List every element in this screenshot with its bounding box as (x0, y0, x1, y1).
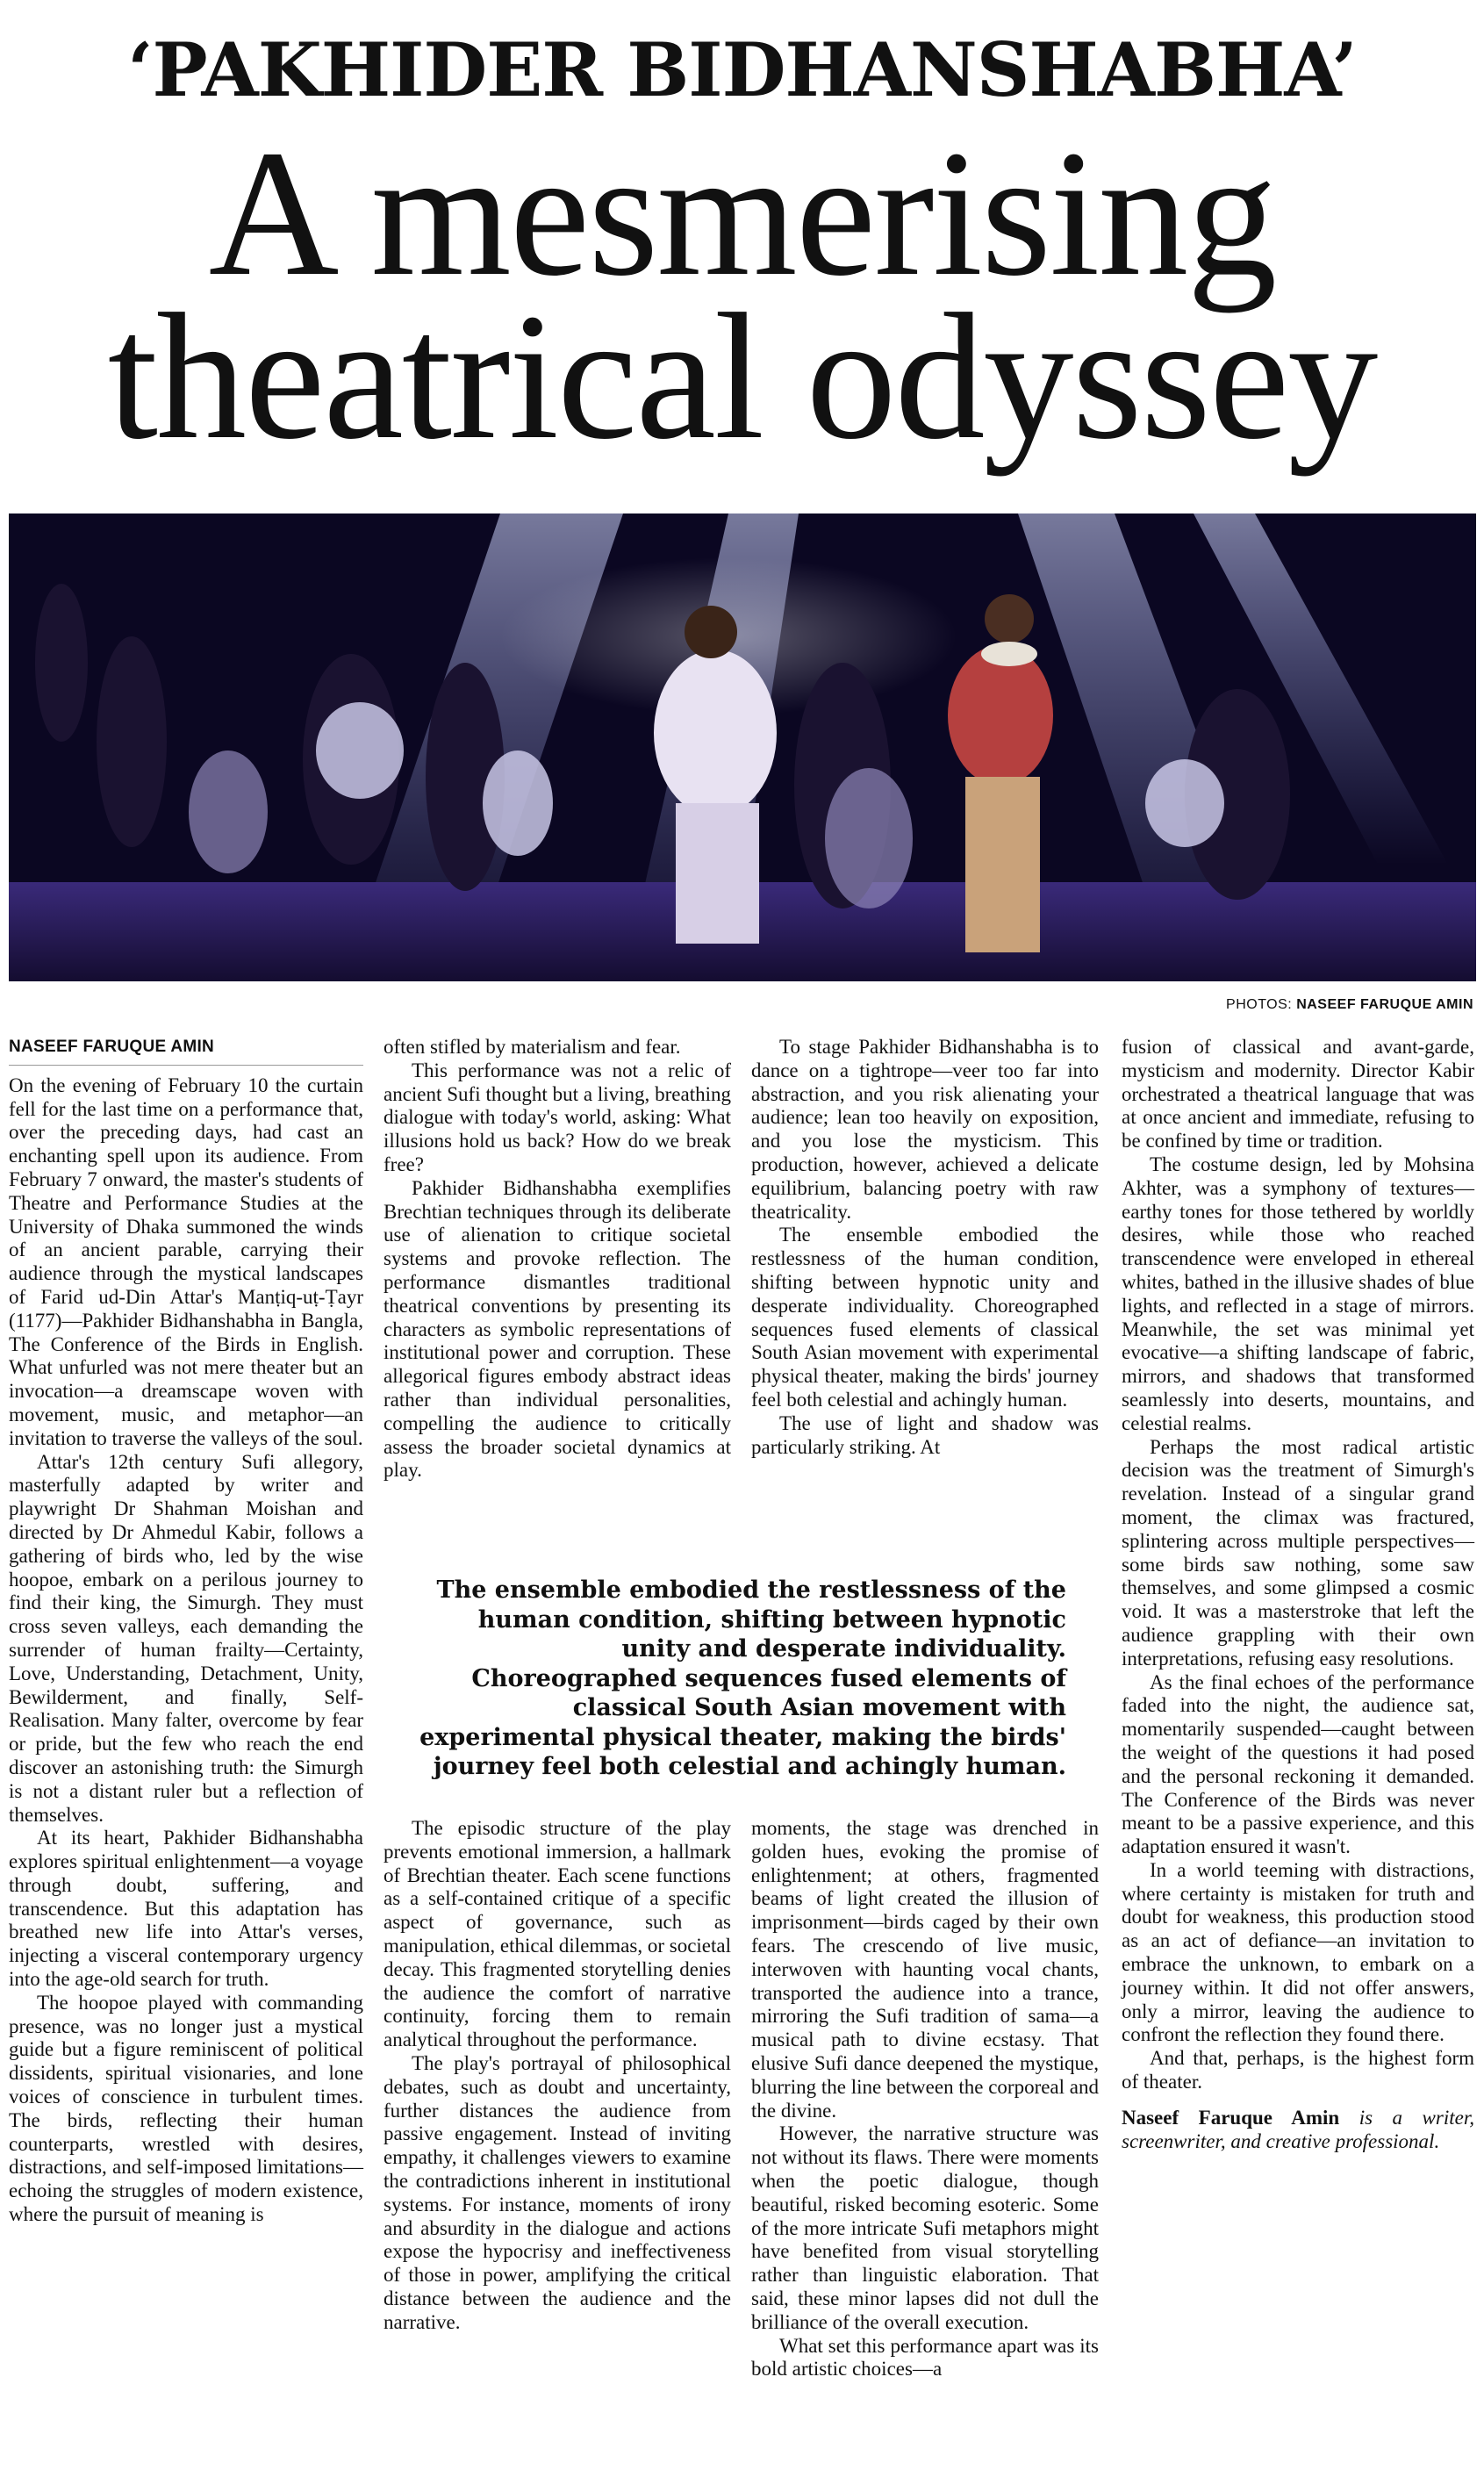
kicker-title: ‘PAKHIDER BIDHANSHABHA’ (127, 26, 1357, 113)
article-paragraph: The episodic structure of the play prevents emotional immersion, a hallmark of Brechtian theater. Each scene functions as a self-contained critique of a specific aspect of governance, such as manipulation, ethical dilemmas, or societal decay. This fragmented storytelling denies the audience the comfort of narrative continuity, forcing them to remain analytical throughout the performance. (384, 1817, 731, 2051)
author-name: Naseef Faruque Amin (1122, 2106, 1340, 2129)
article-paragraph: The play's portrayal of philosophical debates, such as doubt and uncertainty, further distances the audience from passive engagement. Instead of inviting empathy, it challenges viewers to examine the contradictions inherent in institutional systems. For instance, moments of irony and absurdity in the dialogue and actions expose the hypocrisy and ineffectiveness of those in power, amplifying the critical distance between the audience and the narrative. (384, 2051, 731, 2333)
article-paragraph: At its heart, Pakhider Bidhanshabha explores spiritual enlightenment—a voyage through doubt, suffering, and transcendence. But this adaptation has breathed new life into Attar's verses, injecting a visceral contemporary urgency into the age-old search for truth. (9, 1827, 363, 1991)
article-paragraph: However, the narrative structure was not without its flaws. There were moments when the poetic dialogue, though beautiful, risked becoming esoteric. Some of the more intricate Sufi metaphors might have benefited from visual storytelling rather than linguistic elaboration. That said, these minor lapses did not dull the brilliance of the overall execution. (751, 2122, 1099, 2333)
article-paragraph: To stage Pakhider Bidhanshabha is to dance on a tightrope—veer too far into abstraction, and you risk alienating your audience; lean too heavily on exposition, and you lose the mysticism. This production, however, achieved a delicate equilibrium, balancing poetry with raw theatricality. (751, 1036, 1099, 1223)
article-column-3-top (751, 1036, 1099, 1459)
article-paragraph: Attar's 12th century Sufi allegory, masterfully adapted by writer and playwright Dr Shahman Moishan and directed by Dr Ahmedul Kabir, follows a gathering of birds who, led by the wise hoopoe, embark on a perilous journey to find their king, the Simurgh. They must cross seven valleys, each demanding the surrender of human frailty—Certainty, Love, Understanding, Detachment, Unity, Bewilderment, and finally, Self-Realisation. Many falter, overcome by fear or pride, but the few who reach the end discover an astonishing truth: the Simurgh is not a distant ruler but a reflection of themselves. (9, 1450, 363, 1826)
stage-photo-illustration (9, 513, 1476, 981)
article-paragraph: Perhaps the most radical artistic decision was the treatment of Simurgh's revelation. Instead of a singular grand moment, the climax was fractured, splintering across multiple perspectives—some birds saw nothing, some saw themselves, and some glimpsed a cosmic void. It was a masterstroke that left the audience grappling with their own interpretations, refusing easy resolutions. (1122, 1435, 1474, 1670)
headline (0, 112, 1484, 477)
article-column-3-bottom (751, 1817, 1099, 2381)
article-paragraph: The ensemble embodied the restlessness of the human condition, shifting between hypnotic unity and desperate individuality. Choreographed sequences fused elements of classical South Asian movement with experimental physical theater, making the birds' journey feel both celestial and achingly human. (751, 1224, 1099, 1411)
headline-line-1: A mesmerising (208, 112, 1276, 313)
article-column-4 (1122, 1036, 1474, 2153)
article-paragraph: The costume design, led by Mohsina Akhter, was a symphony of textures—earthy tones for those tethered by worldly desires, while those who reached transcendence were enveloped in ethereal whites, bathed in the illusive shades of blue lights, and reflected in a stage of mirrors. Meanwhile, the set was minimal yet evocative—a shifting landscape of fabric, mirrors, and shadows that transformed seamlessly into deserts, mountains, and celestial realms. (1122, 1153, 1474, 1434)
article-paragraph: fusion of classical and avant-garde, mysticism and modernity. Director Kabir orchestrated a theatrical language that was at once ancient and immediate, refusing to be confined by time or tradition. (1122, 1036, 1474, 1153)
article-paragraph: The use of light and shadow was particularly striking. At (751, 1411, 1099, 1458)
photo-credit-name: NASEEF FARUQUE AMIN (1296, 997, 1473, 1012)
byline: NASEEF FARUQUE AMIN (9, 1036, 363, 1066)
article-paragraph: On the evening of February 10 the curtain fell for the last time on a performance that, over the preceding days, had cast an enchanting spell upon its audience. From February 7 onward, the master's students of Theatre and Performance Studies at the University of Dhaka summoned the winds of an ancient parable, carrying their audience through the mystical landscapes of Farid ud-Din Attar's Manṭiq-uṭ-Ṭayr (1177)—Pakhider Bidhanshabha in Bangla, The Conference of the Birds in English. What unfurled was not mere theater but an invocation—a dreamscape woven with movement, music, and metaphor—an invitation to traverse the valleys of the soul. (9, 1074, 363, 1449)
photo-credit (1226, 997, 1473, 1013)
article-paragraph: And that, perhaps, is the highest form of theater. (1122, 2047, 1474, 2093)
article-column-2-bottom (384, 1817, 731, 2335)
author-signoff (1122, 2107, 1474, 2154)
article-paragraph: The hoopoe played with commanding presence, was no longer just a mystical guide but a figure reminiscent of political dissidents, spiritual visionaries, and lone voices of conscience in turbulent times. The birds, reflecting their human counterparts, wrestled with desires, distractions, and self-imposed limitations—echoing the struggles of modern existence, where the pursuit of meaning is (9, 1991, 363, 2226)
article-paragraph: As the final echoes of the performance faded into the night, the audience sat, momentarily suspended—caught between the weight of the questions it had posed and the personal reckoning it demanded. The Conference of the Birds was never meant to be a passive experience, and this adaptation ensured it wasn't. (1122, 1670, 1474, 1858)
article-paragraph: In a world teeming with distractions, where certainty is mistaken for truth and doubt for weakness, this production stood as an act of defiance—an invitation to embrace the unknown, to embark on a journey within. It did not offer answers, only a mirror, leaving the audience to confront the reflection they found there. (1122, 1858, 1474, 2046)
author-bio: is a writer, screenwriter, and creative professional. (1122, 2106, 1474, 2152)
article-column-2-top (384, 1036, 731, 1483)
article-paragraph: Pakhider Bidhanshabha exemplifies Brechtian techniques through its deliberate use of alienation to critique societal systems and provoke reflection. The performance dismantles traditional theatrical conventions by presenting its characters as symbolic representations of institutional power and corruption. These allegorical figures embody abstract ideas rather than individual personalities, compelling the audience to critically assess the broader societal dynamics at play. (384, 1176, 731, 1482)
article-paragraph: often stifled by materialism and fear. (384, 1036, 681, 1058)
headline-line-2: theatrical odyssey (107, 276, 1377, 477)
pull-quote: The ensemble embodied the restlessness of the human condition, shifting between hypnotic unity and desperate individuality. Choreographed sequences fused elements of classical South Asian movement with experimental physical theater, making the birds' journey feel both celestial and achingly human. (419, 1576, 1066, 1780)
photo-credit-label: PHOTOS: (1226, 997, 1293, 1012)
article-column-1 (9, 1036, 363, 2227)
article-paragraph: moments, the stage was drenched in golden hues, evoking the promise of enlightenment; at others, fragmented beams of light created the illusion of imprisonment—birds caged by their own fears. The crescendo of live music, interwoven with haunting vocal chants, transported the audience into a trance, mirroring the Sufi tradition of sama—a musical path to divine ecstasy. That elusive Sufi dance deepened the mystique, blurring the line between the corporeal and the divine. (751, 1817, 1099, 2122)
article-paragraph: This performance was not a relic of ancient Sufi thought but a living, breathing dialogue with today's world, asking: What illusions hold us back? How do we break free? (384, 1059, 731, 1175)
stage-photo (9, 513, 1476, 981)
article-paragraph: What set this performance apart was its bold artistic choices—a (751, 2334, 1099, 2381)
